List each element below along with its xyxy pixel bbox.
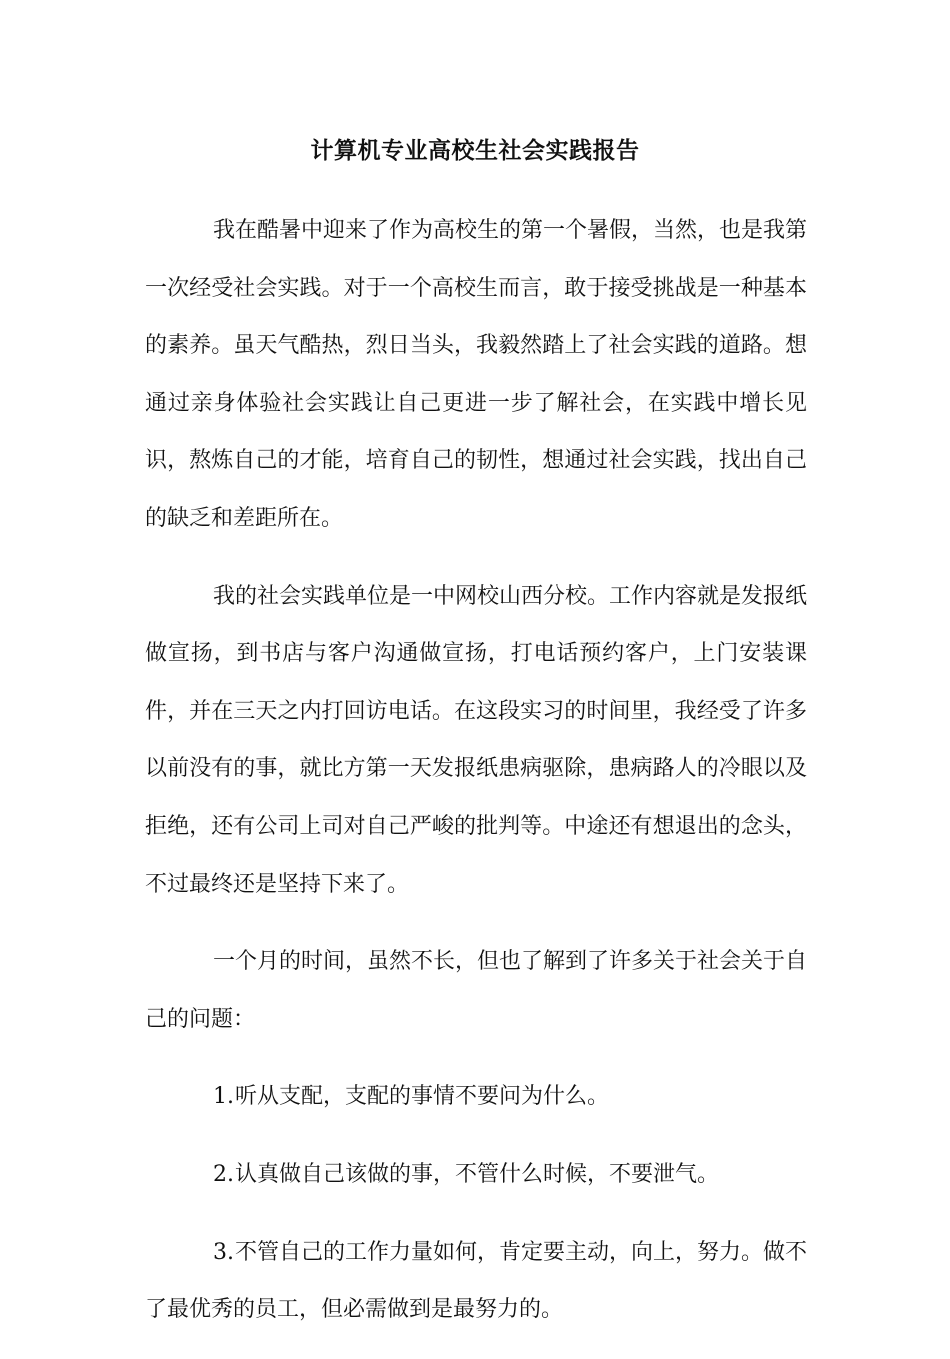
paragraph-lessons-lead: 一个月的时间，虽然不长，但也了解到了许多关于社会关于自己的问题：: [145, 949, 808, 1032]
list-item-text: 不管自己的工作力量如何，肯定要主动，向上，努力。做不了最优秀的员工，但必需做到是最努力的。: [145, 1239, 808, 1323]
list-item-number: 1.: [213, 1084, 234, 1110]
list-item-number: 3.: [213, 1239, 234, 1265]
list-item-text: 认真做自己该做的事，不管什么时候，不要泄气。: [235, 1161, 720, 1187]
paragraph-intro: 我在酷暑中迎来了作为高校生的第一个暑假，当然，也是我第一次经受社会实践。对于一个高校生而言，敢于接受挑战是一种基本的素养。虽天气酷热，烈日当头，我毅然踏上了社会实践的道路。想通过亲身体验社会实践让自己更进一步了解社会，在实践中增长见识，熬炼自己的才能，培育自己的韧性，想通过社会实践，找出自己的缺乏和差距所在。: [145, 218, 808, 531]
list-item: [145, 1224, 807, 1339]
list-item: [145, 1068, 807, 1126]
list-item: [145, 1146, 807, 1204]
document-body: [145, 202, 807, 1359]
list-item-number: 2.: [213, 1161, 234, 1187]
document-title: 计算机专业高校生社会实践报告: [310, 138, 640, 164]
list-item-text: 听从支配，支配的事情不要问为什么。: [235, 1084, 610, 1110]
paragraph-work-unit: 我的社会实践单位是一中网校山西分校。工作内容就是发报纸做宣扬，到书店与客户沟通做宣扬，打电话预约客户，上门安装课件，并在三天之内打回访电话。在这段实习的时间里，我经受了许多以前没有的事，就比方第一天发报纸患病驱除，患病路人的冷眼以及拒绝，还有公司上司对自己严峻的批判等。中途还有想退出的念头，不过最终还是坚持下来了。: [145, 583, 808, 897]
